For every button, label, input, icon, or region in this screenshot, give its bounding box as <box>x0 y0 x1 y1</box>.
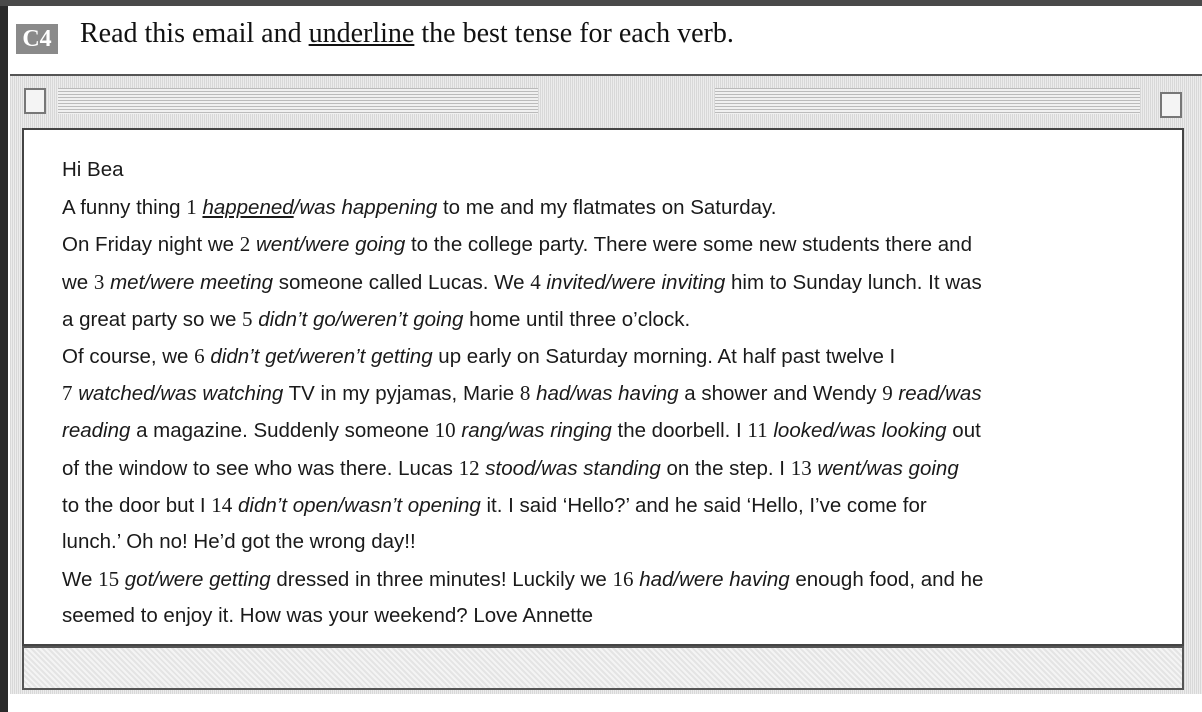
verb-choice: stood/was standing <box>485 456 661 480</box>
email-line <box>62 158 124 182</box>
email-text: enough food, and he <box>789 568 984 592</box>
window-bottom-bar <box>22 646 1184 690</box>
exercise-badge: C4 <box>16 24 58 54</box>
question-number: 1 <box>186 195 197 220</box>
close-box-icon <box>24 88 46 114</box>
email-text: up early on Saturday morning. At half past twelve I <box>432 345 896 368</box>
email-line <box>62 270 982 295</box>
question-number: 16 <box>612 567 634 592</box>
scan-top-edge <box>0 0 1202 6</box>
email-text: a shower and Wendy <box>678 382 883 406</box>
verb-choice: had/was having <box>536 382 679 406</box>
email-text: lunch.’ Oh no! He’d got the wrong day!! <box>62 530 416 553</box>
verb-choice: looked/was looking <box>773 419 947 443</box>
email-line <box>62 493 927 518</box>
email-text: to the door but I <box>62 493 212 517</box>
email-text: to me and my flatmates on Saturday. <box>437 196 777 220</box>
underlined-answer: happened <box>202 196 294 220</box>
email-line <box>62 344 895 369</box>
email-text: to the college party. There were some new students there and <box>405 233 972 257</box>
email-text: on the step. I <box>660 456 791 480</box>
instruction-text: the best tense for each verb. <box>414 18 734 49</box>
email-line <box>62 456 959 481</box>
email-line <box>62 381 982 406</box>
verb-choice: didn’t go/weren’t going <box>258 307 464 331</box>
verb-choice: got/were getting <box>124 568 271 592</box>
instruction-underlined-word: underline <box>308 18 415 49</box>
title-stripes-right <box>715 88 1140 114</box>
email-text: home until three o’clock. <box>463 307 691 331</box>
email-text: the doorbell. I <box>611 419 748 443</box>
email-line <box>62 567 983 592</box>
email-text: dressed in three minutes! Luckily we <box>270 568 613 592</box>
email-text: of the window to see who was there. Lucas <box>62 456 459 480</box>
question-number: 13 <box>790 455 812 480</box>
exercise-instruction <box>80 18 734 50</box>
email-text: seemed to enjoy it. How was your weekend? Love Annette <box>62 604 594 628</box>
instruction-text: Read this email and <box>80 18 309 49</box>
email-text: Of course, we <box>62 345 195 368</box>
verb-choice: met/were meeting <box>110 270 274 294</box>
email-body <box>22 128 1184 646</box>
question-number: 11 <box>747 418 768 443</box>
email-text: We <box>62 568 99 592</box>
verb-choice: reading <box>62 419 131 443</box>
verb-choice: went/was going <box>817 456 959 480</box>
question-number: 12 <box>458 455 480 480</box>
email-line <box>62 604 593 628</box>
verb-choice: didn’t get/weren’t getting <box>210 345 433 368</box>
question-number: 9 <box>882 381 893 406</box>
question-number: 5 <box>242 306 253 331</box>
verb-choice: went/were going <box>255 233 406 257</box>
title-stripes-left <box>58 88 538 114</box>
email-text: A funny thing <box>62 196 187 220</box>
email-text: him to Sunday lunch. It was <box>725 270 982 294</box>
verb-choice: /was happening <box>293 196 438 220</box>
email-line <box>62 307 690 332</box>
email-window <box>10 74 1202 694</box>
question-number: 4 <box>530 269 541 294</box>
email-line <box>62 195 776 220</box>
email-line <box>62 232 972 257</box>
email-line <box>62 418 981 443</box>
question-number: 15 <box>98 567 120 592</box>
verb-choice: rang/was ringing <box>461 419 612 443</box>
email-text: someone called Lucas. We <box>273 270 531 294</box>
email-text: TV in my pyjamas, Marie <box>283 382 520 406</box>
question-number: 2 <box>239 232 251 257</box>
email-text: On Friday night we <box>62 233 240 257</box>
question-number: 14 <box>211 492 233 517</box>
verb-choice: didn’t open/wasn’t opening <box>238 493 481 517</box>
verb-choice: watched/was watching <box>78 382 284 406</box>
email-text: a magazine. Suddenly someone <box>130 419 435 443</box>
zoom-box-icon <box>1160 92 1182 118</box>
question-number: 6 <box>194 344 205 368</box>
email-line <box>62 530 416 554</box>
email-text: we <box>62 270 94 294</box>
question-number: 3 <box>93 269 105 294</box>
verb-choice: invited/were inviting <box>546 270 726 294</box>
question-number: 8 <box>519 381 531 406</box>
verb-choice: read/was <box>898 382 982 406</box>
email-text: it. I said ‘Hello?’ and he said ‘Hello, I’ve come for <box>480 493 927 517</box>
verb-choice: had/were having <box>639 568 790 592</box>
email-text: out <box>946 419 981 443</box>
scan-left-edge <box>0 6 8 712</box>
email-text: a great party so we <box>62 307 243 331</box>
question-number: 10 <box>434 418 456 443</box>
email-text: Hi Bea <box>62 158 124 181</box>
window-title-bar <box>10 76 1202 126</box>
question-number: 7 <box>62 381 73 406</box>
